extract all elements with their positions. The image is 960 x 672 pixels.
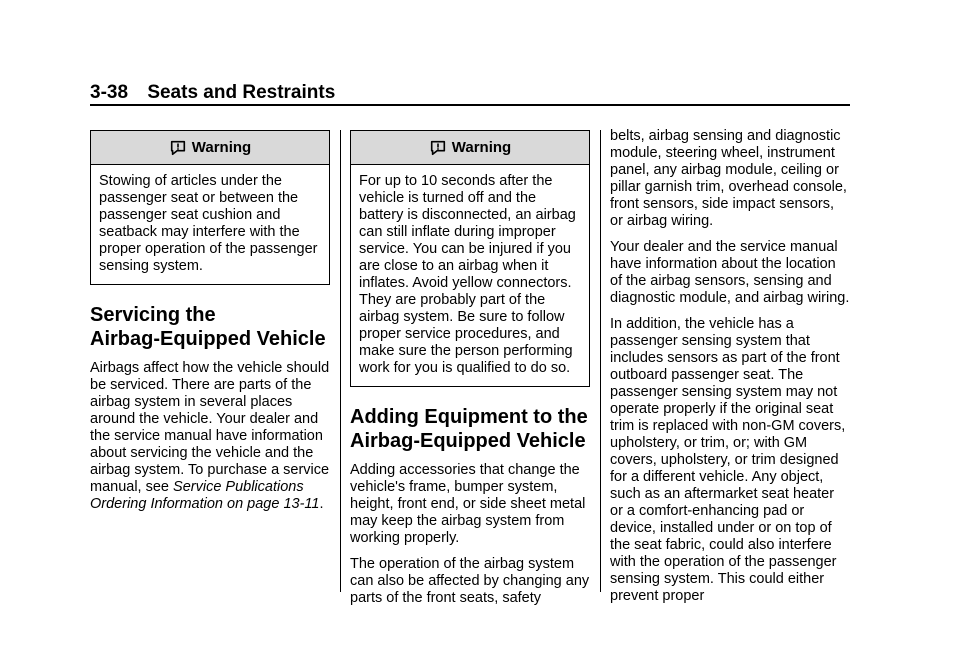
warning-text: Stowing of articles under the passenger seat or between the passenger seat cushion and seatback may interfere with the proper operation of the passenger sensing system. — [99, 173, 318, 274]
caution-icon — [429, 139, 447, 157]
warning-title: Warning — [451, 139, 512, 156]
column-3 — [610, 128, 850, 614]
body-paragraph: Your dealer and the service manual have information about the location of the airbag sensors, sensing and diagnostic module, and airbag wiring. — [610, 239, 850, 306]
section-heading: Servicing the Airbag-Equipped Vehicle — [90, 304, 326, 350]
warning-header — [91, 131, 329, 165]
section-title: Seats and Restraints — [147, 82, 336, 103]
column-2 — [350, 130, 590, 616]
warning-box — [350, 130, 590, 387]
page-number: 3-38 — [90, 82, 129, 103]
column-1 — [90, 130, 330, 522]
cross-reference-link[interactable]: Service Publications Ordering Information on page 13-11 — [90, 479, 320, 512]
body-paragraph: Adding accessories that change the vehicle's frame, bumper system, height, front end, or side sheet metal may keep the airbag system from working properly. — [350, 462, 586, 546]
body-paragraph: belts, airbag sensing and diagnostic module, steering wheel, instrument panel, any airbag module, ceiling or pillar garnish trim, overhead console, front sensors, side impact sensors, or airbag wiring. — [610, 128, 847, 229]
warning-header — [351, 131, 589, 165]
page-header — [90, 82, 335, 104]
warning-box — [90, 130, 330, 285]
body-paragraph: The operation of the airbag system can also be affected by changing any parts of the front seats, safety — [350, 556, 590, 606]
body-paragraph: Airbags affect how the vehicle should be serviced. There are parts of the airbag system in several places around the vehicle. Your dealer and the service manual have information about servicing the vehicle and the airbag system. To purchase a service manual, see Service Publications Ordering Information on page 13-11. — [90, 360, 330, 512]
body-paragraph: In addition, the vehicle has a passenger sensing system that includes sensors as part of the front outboard passenger seat. The passenger sensing system may not operate properly if the original seat trim is replaced with non-GM covers, upholstery, or trim, or; with GM covers, upholstery, or trim designed for a different vehicle. Any object, such as an aftermarket seat heater or a comfort-enhancing pad or device, installed under or on top of the seat fabric, could also interfere with the operation of the passenger sensing system. This could either prevent proper — [610, 316, 846, 604]
caution-icon — [169, 139, 187, 157]
header-rule — [90, 104, 850, 106]
column-divider — [600, 130, 601, 592]
section-heading: Adding Equipment to the Airbag-Equipped Vehicle — [350, 406, 588, 452]
column-divider — [340, 130, 341, 592]
warning-title: Warning — [191, 139, 252, 156]
warning-text: For up to 10 seconds after the vehicle is turned off and the battery is disconnected, an airbag can still inflate during improper service. You can be injured if you are close to an airbag when it inflates. Avoid yellow connectors. They are probably part of the airbag system. Be sure to follow proper service procedures, and make sure the person performing work for you is qualified to do so. — [359, 173, 576, 376]
